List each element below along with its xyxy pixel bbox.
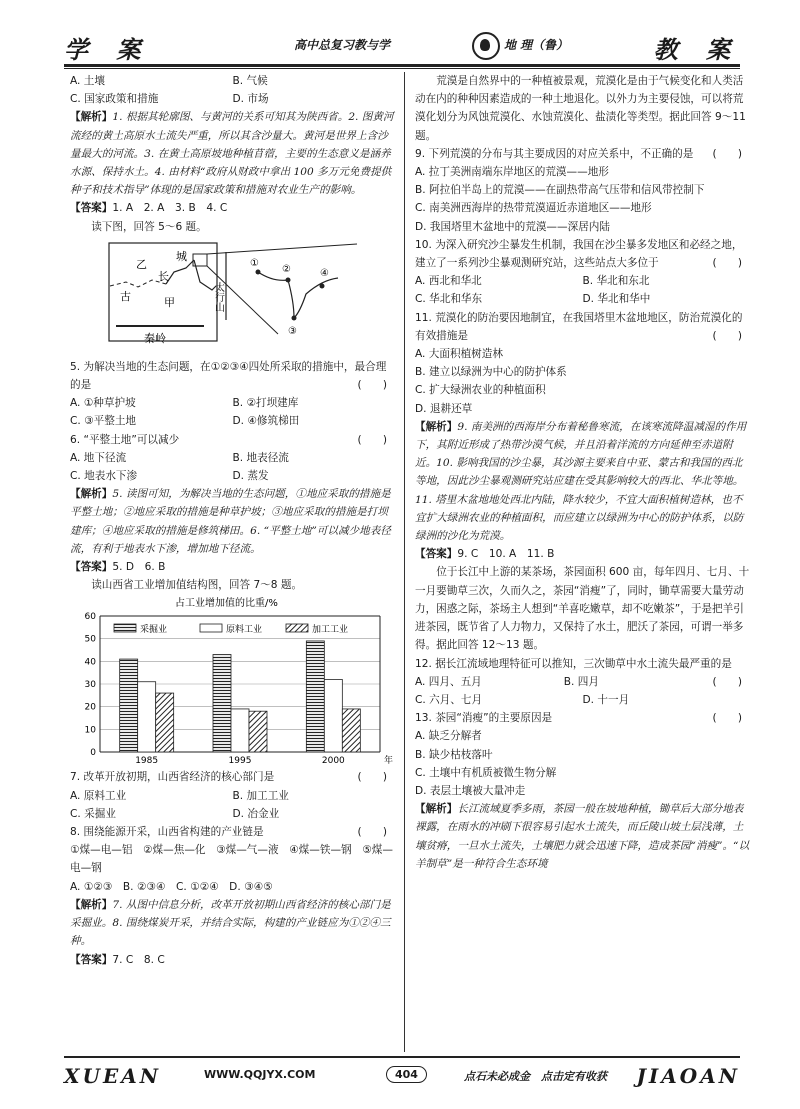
page-footer: [64, 1058, 740, 1092]
option: C. 南美洲西海岸的热带荒漠逼近赤道地区——地形: [415, 202, 652, 215]
options-row: [415, 691, 750, 709]
header-series-title: 高中总复习教与学: [294, 38, 391, 52]
options-row: [415, 272, 750, 290]
bar-加工工业: [342, 709, 360, 752]
answer-tag: 【答案】: [70, 202, 113, 215]
option: D. 表层土壤被大量冲走: [415, 784, 526, 797]
option: B. 阿拉伯半岛上的荒漠——在副热带高气压带和信风带控制下: [415, 184, 705, 197]
analysis-block: [415, 800, 750, 873]
bar-采掘业: [120, 660, 138, 753]
option: B. 气候: [232, 75, 268, 87]
option: C. 六月、七月: [415, 693, 483, 706]
bar-原料工业: [231, 709, 249, 752]
answer-block: [415, 545, 750, 563]
question-9: [415, 145, 750, 163]
answer-tag: 【答案】: [415, 548, 458, 561]
industry-bar-chart-svg: [70, 596, 395, 766]
option: A. 土壤: [70, 75, 105, 87]
bar-原料工业: [324, 680, 342, 753]
option: D. 十一月: [582, 693, 630, 706]
figure-intro: 读下图，回答 5～6 题。: [91, 220, 207, 233]
option: B. 华北和东北: [582, 275, 650, 288]
question-text: 6. “平整土地”可以减少: [70, 433, 180, 446]
y-tick-label: 0: [90, 748, 96, 759]
passage-desert: 荒漠是自然界中的一种植被景观，荒漠化是由于气候变化和人类活动在内的种种因素造成的一种土地退化。以外力为主要侵蚀，可以将荒漠化划分为风蚀荒漠化、水蚀荒漠化、盐渍化等类型。据此回答 9～11 题。: [415, 75, 746, 142]
legend-swatch: [200, 624, 222, 632]
option: A. 原料工业: [70, 789, 127, 802]
y-tick-label: 30: [84, 680, 96, 691]
question-text: 10. 为深入研究沙尘暴发生机制，我国在沙尘暴多发地区和必经之地，建立了一系列沙尘暴观测研究站，这些站点大多位于: [415, 238, 743, 270]
question-text: 11. 荒漠化的防治要因地制宜，在我国塔里木盆地地区，防治荒漠化的有效措施是: [415, 311, 743, 342]
analysis-text: 1. 根据其轮廓图、与黄河的关系可知其为陕西省。2. 图黄河流经的黄土高原水土流失严重，所以其含沙量大。黄河是世界上含沙量最大的河流。3. 在黄土高原坡地种植苜蓿，主要的生态意义是涵养水源、保持水土。4. 由材料“政府从财政中拿出 100 多万元免费提供种子和技术指导”体现的是国家政策和措施对农业生产的影响。: [70, 111, 394, 197]
option: A. 缺乏分解者: [415, 730, 482, 743]
options-row: [70, 787, 395, 805]
y-tick-label: 10: [84, 725, 96, 736]
option: A. ①种草护坡: [70, 397, 136, 410]
options-row: [70, 394, 395, 412]
footer-left-logo: XUEAN: [64, 1064, 162, 1088]
option: B. 地表径流: [232, 451, 289, 464]
map-label-yi: 乙: [136, 257, 147, 271]
question-7: [70, 768, 395, 786]
point-3-dot: [292, 315, 297, 320]
answer-blank: ( ): [712, 712, 742, 725]
legend-swatch: [286, 624, 308, 632]
answer-text: 7. C 8. C: [112, 953, 165, 966]
point-4-dot: [320, 283, 325, 288]
analysis-block: [70, 485, 395, 558]
question-text: 9. 下列荒漠的分布与其主要成因的对应关系中，不正确的是: [415, 147, 694, 160]
legend-label: 采掘业: [140, 625, 168, 636]
question-text: 8. 围绕能源开采，山西省构建的产业链是: [70, 826, 264, 839]
bar-采掘业: [306, 641, 324, 752]
answer-block: [70, 951, 395, 969]
map-point-3: ③: [288, 325, 297, 337]
y-tick-label: 20: [84, 703, 96, 714]
analysis-block: [415, 418, 750, 545]
figure-intro: 读山西省工业增加值结构图，回答 7～8 题。: [91, 579, 303, 592]
option: C. 采掘业: [70, 807, 116, 820]
x-axis-label: 年: [384, 756, 394, 767]
analysis-tag: 【解析】: [70, 898, 113, 911]
option: A. 拉丁美洲南端东岸地区的荒漠——地形: [415, 166, 609, 179]
map-label-chang: 长: [158, 269, 169, 283]
answer-block: [70, 558, 395, 576]
answer-text: 1. A 2. A 3. B 4. C: [112, 202, 228, 215]
answer-tag: 【答案】: [70, 953, 113, 966]
page-header: [64, 30, 740, 64]
option: D. ④修筑梯田: [232, 415, 300, 428]
option: D. 蒸发: [232, 470, 269, 483]
map-label-taihang: 太行山: [212, 281, 224, 312]
x-tick-label: 2000: [321, 756, 345, 767]
option: B. 缺少枯枝落叶: [415, 748, 493, 761]
answer-blank: ( ): [357, 826, 387, 839]
question-text: 12. 据长江流域地理特征可以推知，三次锄草中水土流失最严重的是: [415, 657, 732, 670]
prev-options-row: [70, 90, 395, 108]
answer-text: 9. C 10. A 11. B: [457, 548, 555, 561]
footer-right-logo: JIAOAN: [636, 1064, 740, 1088]
answer-blank: ( ): [712, 329, 742, 342]
bar-采掘业: [213, 655, 231, 752]
option: C. ③平整土地: [70, 415, 137, 428]
options-row: [415, 673, 713, 691]
question-13: [415, 709, 750, 727]
option: B. 建立以绿洲为中心的防护体系: [415, 366, 567, 379]
option: D. 华北和华中: [582, 293, 651, 306]
header-right-title: 教 案: [653, 35, 740, 64]
page-number: 404: [386, 1066, 427, 1083]
map-label-qinling: 秦岭: [144, 331, 166, 345]
option: B. 四月: [563, 675, 599, 688]
question-6: [70, 431, 395, 449]
question-11: [415, 309, 750, 345]
river-line: [166, 260, 194, 284]
question-text: 13. 茶园“消瘦”的主要原因是: [415, 712, 553, 725]
legend-swatch: [114, 624, 136, 632]
answer-blank: ( ): [712, 147, 742, 160]
analysis-text: 长江流域夏季多雨，茶园一般在坡地种植，锄草后大部分地表裸露，在雨水的冲刷下很容易引起水土流失，而丘陵山坡土层浅薄，土壤贫瘠，一旦水土流失，土壤肥力就会迅速下降，造成茶园“消瘦”。“以羊制草”是一种符合生态环境: [415, 803, 750, 870]
legend-label: 加工工业: [312, 625, 349, 636]
option: B. ②打坝建库: [232, 397, 299, 410]
option: C. 华北和华东: [415, 293, 483, 306]
answer-blank: ( ): [357, 379, 387, 392]
question-8-items: ①煤—电—铝 ②煤—焦—化 ③煤—气—液 ④煤—铁—钢 ⑤煤—电—钢: [70, 844, 393, 875]
header-rule: [64, 64, 740, 67]
map-point-4: ④: [320, 267, 329, 279]
option: D. 退耕还草: [415, 402, 473, 415]
question-text: 5. 为解决当地的生态问题，在①②③④四处所采取的措施中，最合理的是: [70, 360, 387, 392]
option: A. 西北和华北: [415, 275, 482, 288]
analysis-text: 5. 读图可知，为解决当地的生态问题，①地应采取的措施是平整土地；②地应采取的措施是种草护坡；③地应采取的措施是打坝建库；④地应采取的措施是修筑梯田。6. “平整土地”可以减少地表径流，有利于地表水下渗，增加地下径流。: [70, 488, 391, 555]
y-tick-label: 50: [84, 635, 96, 646]
answer-blank: ( ): [712, 257, 742, 270]
option: A. 四月、五月: [415, 675, 482, 688]
options-row: [70, 412, 395, 430]
option: A. 大面积植树造林: [415, 348, 503, 361]
option: C. 扩大绿洲农业的种植面积: [415, 384, 546, 397]
option: B. 加工工业: [232, 789, 289, 802]
analysis-text: 9. 南美洲的西海岸分布着秘鲁寒流，在该寒流降温减湿的作用下，其附近形成了热带沙漠气候，并且沿着洋流的方向延伸至赤道附近。10. 影响我国的沙尘暴，其沙源主要来自中亚、蒙古和我国的西北等地，因此沙尘暴观测研究站应建在受其影响较大的西北、华北等地。11. 塔里木盆地地处西北内陆，降水较少，不宜大面积植树造林，也不宜扩大绿洲农业的种植面积，而应建立以绿洲为中心的防护体系，以防绿洲的沙化为荒漠。: [415, 420, 747, 543]
x-tick-label: 1995: [228, 756, 252, 767]
footer-url-link[interactable]: WWW.QQJYX.COM: [204, 1068, 316, 1081]
y-tick-label: 40: [84, 657, 96, 668]
inset-line-top: [207, 244, 357, 254]
option: A. 地下径流: [70, 451, 127, 464]
right-column: [415, 72, 750, 873]
options-row: [70, 805, 395, 823]
option: D. 市场: [232, 93, 269, 106]
option: C. 地表水下渗: [70, 470, 138, 483]
answer-text: 5. D 6. B: [112, 561, 166, 574]
option: D. 冶金业: [232, 807, 280, 820]
answer-blank: ( ): [357, 433, 387, 446]
option: C. 国家政策和措施: [70, 93, 159, 106]
emblem-icon: [472, 32, 500, 60]
map-label-jia: 甲: [164, 295, 175, 309]
options-row: [415, 290, 750, 308]
map-point-1: ①: [250, 257, 259, 269]
point-1-dot: [256, 269, 261, 274]
column-divider: [404, 72, 405, 1052]
x-tick-label: 1985: [135, 756, 159, 767]
footer-slogan: 点石未必成金 点击定有收获: [464, 1070, 607, 1083]
analysis-tag: 【解析】: [70, 111, 113, 124]
bar-加工工业: [156, 694, 174, 753]
bar-原料工业: [138, 682, 156, 752]
point-2-dot: [286, 277, 291, 282]
question-5: [70, 358, 395, 394]
y-tick-label: 60: [84, 612, 96, 623]
answer-tag: 【答案】: [70, 561, 113, 574]
question-8: [70, 823, 395, 841]
answer-blank: ( ): [712, 675, 742, 688]
chart-title: 占工业增加值的比重/%: [175, 598, 278, 610]
analysis-block: [70, 896, 395, 951]
option: D. 我国塔里木盆地中的荒漠——深居内陆: [415, 220, 610, 233]
terrain-map: [108, 242, 395, 354]
map-point-2: ②: [282, 263, 291, 275]
analysis-tag: 【解析】: [70, 488, 113, 501]
question-10: [415, 236, 750, 272]
map-label-cheng: 城: [176, 249, 187, 263]
bar-加工工业: [249, 712, 267, 753]
header-left-title: 学 案: [64, 35, 151, 64]
options-row: [70, 467, 395, 485]
legend-label: 原料工业: [226, 625, 263, 636]
terrain-map-svg: [108, 242, 358, 354]
left-column: [70, 72, 395, 969]
map-label-gu: 古: [120, 289, 131, 303]
analysis-block: [70, 108, 395, 199]
passage-tea: 位于长江中上游的某茶场，茶园面积 600 亩，每年四月、七月、十一月要锄草三次，久而久之，茶园“消瘦”了，同时，锄草需要大量劳动力，困惑之际，茶场主人想到“羊喜吃嫩草，却不吃嫩茶”，于是把羊引进茶园，既节省了人力物力，又保持了水土，肥沃了茶园，可谓一举多得。据此回答 12～13 题。: [415, 566, 750, 652]
header-subject: 地 理（鲁）: [504, 38, 569, 52]
prev-options-row: [70, 72, 395, 90]
question-8-options: A. ①②③ B. ②③④ C. ①②④ D. ③④⑤: [70, 880, 273, 893]
question-text: 7. 改革开放初期，山西省经济的核心部门是: [70, 771, 275, 784]
header-rule-thin: [64, 68, 740, 69]
options-row: [70, 449, 395, 467]
analysis-tag: 【解析】: [415, 420, 458, 433]
analysis-text: 7. 从图中信息分析，改革开放初期山西省经济的核心部门是采掘业。8. 围绕煤炭开采，并结合实际，构建的产业链应为①②④三种。: [70, 898, 391, 948]
industry-bar-chart: [70, 596, 395, 766]
answer-block: [70, 199, 395, 217]
answer-blank: ( ): [357, 771, 387, 784]
option: C. 土壤中有机质被微生物分解: [415, 766, 557, 779]
analysis-tag: 【解析】: [415, 803, 458, 816]
